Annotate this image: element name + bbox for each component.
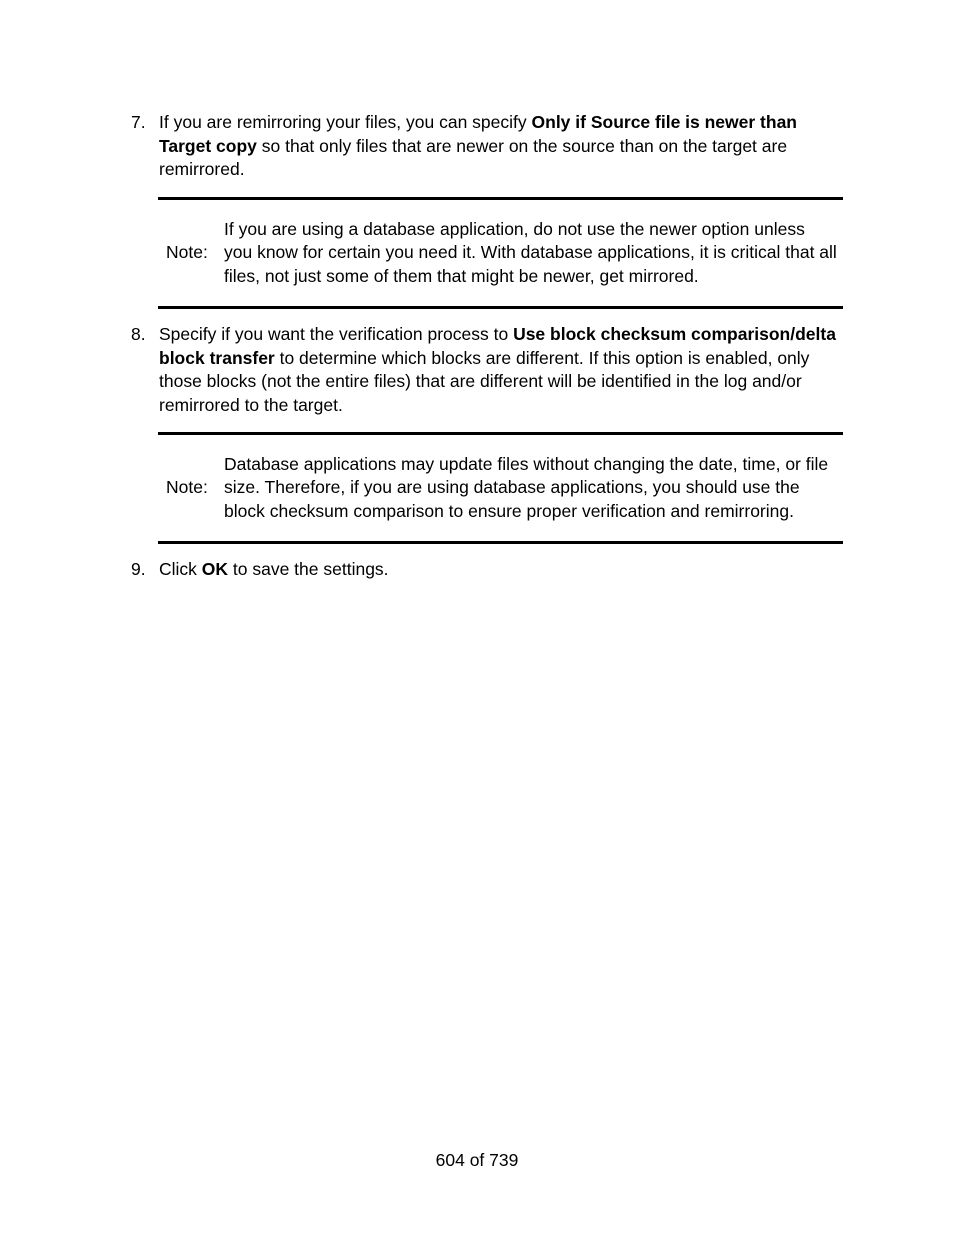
option-name: Only if Source file is newer than Target copy bbox=[159, 112, 797, 156]
note-label: Note: bbox=[166, 242, 208, 263]
note-text: If you are using a database application, do not use the newer option unless you know for certain you need it. With database applications, it is critical that all files, not just some of them that might be newer, get mirrored. bbox=[224, 218, 837, 286]
note-label: Note: bbox=[166, 477, 208, 498]
step-text bbox=[159, 323, 843, 417]
step-text bbox=[159, 111, 843, 182]
step-text-after: to determine which blocks are different. If this option is enabled, only those blocks (not the entire files) that are different will be identified in the log and/or remirrored to the target. bbox=[159, 347, 810, 415]
note-box-block-checksum bbox=[158, 432, 843, 544]
step-number: 9. bbox=[131, 559, 146, 579]
page-number: 604 of 739 bbox=[435, 1150, 519, 1170]
step-number: 8. bbox=[131, 324, 146, 344]
button-name: OK bbox=[201, 559, 229, 579]
step-9 bbox=[131, 558, 843, 582]
note-box-newer-option bbox=[158, 197, 843, 309]
step-8 bbox=[131, 323, 843, 417]
step-text bbox=[159, 558, 843, 582]
step-7 bbox=[131, 111, 843, 182]
step-text-before: Click bbox=[159, 559, 202, 579]
step-text-before: Specify if you want the verification process to bbox=[159, 324, 514, 344]
note-text: Database applications may update files without changing the date, time, or file size. Therefore, if you are using database applications, you should use the block checksum comparison to ensure proper verification and remirroring. bbox=[224, 453, 829, 521]
step-number: 7. bbox=[131, 112, 146, 132]
step-text-before: If you are remirroring your files, you can specify bbox=[159, 112, 532, 132]
step-text-after: to save the settings. bbox=[228, 559, 389, 579]
step-text-after: so that only files that are newer on the source than on the target are remirrored. bbox=[159, 135, 788, 179]
option-name: Use block checksum comparison/delta block transfer bbox=[159, 324, 836, 368]
